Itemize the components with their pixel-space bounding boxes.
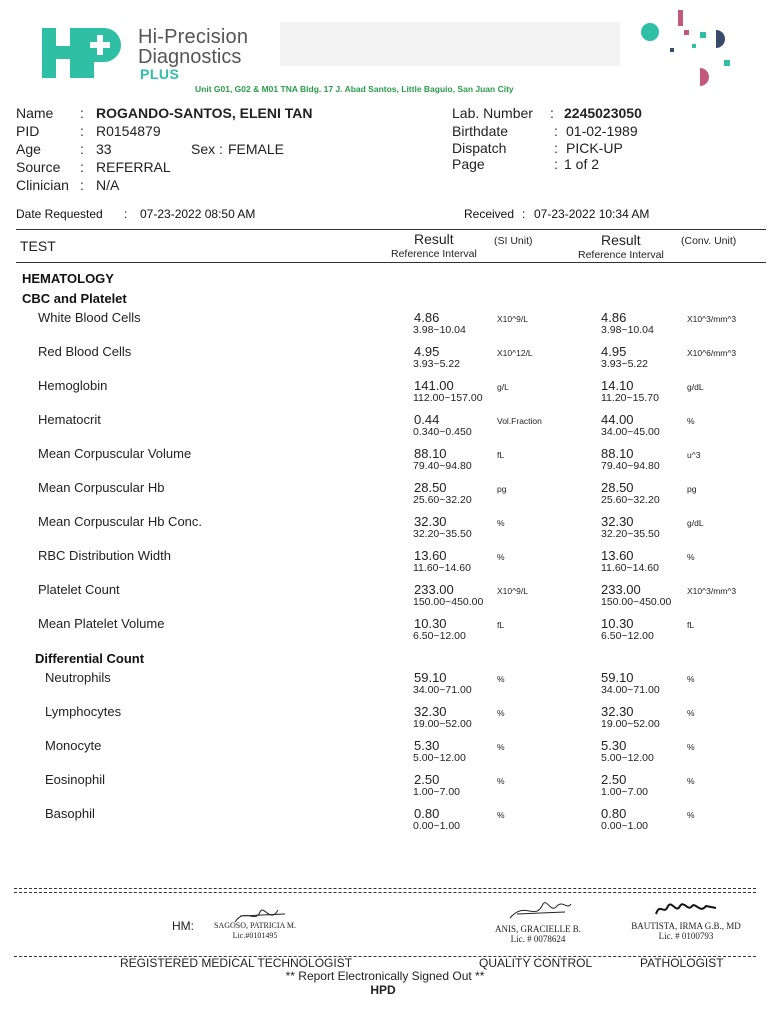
reference-si: 34.00~71.00 [413, 684, 472, 696]
lab-number-label: Lab. Number [452, 105, 533, 121]
result-conv: 44.00 [601, 412, 634, 427]
unit-si: pg [497, 484, 507, 494]
unit-si: % [497, 552, 505, 562]
lab-name-line1: Hi-Precision [138, 26, 249, 48]
medtech-license: Lic.#0101495 [232, 931, 278, 940]
reference-conv: 3.93~5.22 [601, 358, 649, 370]
colon: : [124, 207, 128, 221]
lab-plus-label: PLUS [140, 66, 180, 82]
unit-si: g/L [497, 382, 509, 392]
colon: : [522, 207, 526, 221]
reference-conv: 1.00~7.00 [601, 786, 649, 798]
footer-code: HPD [370, 983, 396, 997]
colon: : [550, 105, 554, 121]
birthdate: 01-02-1989 [566, 123, 638, 139]
result-si: 0.44 [414, 412, 440, 427]
test-name: Monocyte [45, 738, 102, 753]
name-label: Name [16, 105, 54, 121]
test-name: Platelet Count [38, 582, 120, 597]
pathologist-name: BAUTISTA, IRMA G.B., MD [631, 921, 741, 931]
result-si: 2.50 [414, 772, 440, 787]
qc-license: Lic. # 0078624 [510, 934, 566, 944]
patient-source: REFERRAL [96, 159, 171, 175]
result-conv: 59.10 [601, 670, 634, 685]
unit-conv: X10^3/mm^3 [687, 314, 737, 324]
unit-si: % [497, 708, 505, 718]
test-name: White Blood Cells [38, 310, 141, 325]
unit-si: % [497, 776, 505, 786]
reference-si: 5.00~12.00 [413, 752, 466, 764]
received-label: Received [464, 207, 515, 221]
unit-conv: % [687, 552, 695, 562]
unit-conv: % [687, 810, 695, 820]
reference-conv: 6.50~12.00 [601, 630, 654, 642]
reference-si-header: Reference Interval [391, 248, 477, 260]
clinician-label: Clinician [16, 177, 69, 193]
unit-si: fL [497, 620, 505, 630]
patient-age: 33 [96, 141, 112, 157]
result-si: 59.10 [414, 670, 447, 685]
dispatch-label: Dispatch [452, 140, 507, 156]
result-conv: 13.60 [601, 548, 634, 563]
reference-si: 1.00~7.00 [413, 786, 461, 798]
reference-conv: 34.00~71.00 [601, 684, 660, 696]
result-si: 233.00 [414, 582, 454, 597]
colon: : [80, 105, 84, 121]
colon: : [80, 141, 84, 157]
watermark-graphic [280, 14, 640, 74]
patient-name: ROGANDO-SANTOS, ELENI TAN [96, 105, 313, 121]
unit-si: % [497, 810, 505, 820]
pathologist-license: Lic. # 0100793 [658, 931, 714, 941]
unit-conv: g/dL [687, 382, 704, 392]
colon: : [80, 177, 84, 193]
reference-conv: 19.00~52.00 [601, 718, 660, 730]
result-si: 10.30 [414, 616, 447, 631]
unit-si: X10^12/L [497, 348, 533, 358]
result-conv: 32.30 [601, 704, 634, 719]
reference-si: 3.98~10.04 [413, 324, 466, 336]
result-si: 88.10 [414, 446, 447, 461]
result-conv: 5.30 [601, 738, 627, 753]
lab-name-line2: Diagnostics [138, 46, 242, 68]
reference-conv: 11.20~15.70 [601, 392, 659, 404]
reference-si: 0.00~1.00 [413, 820, 461, 832]
result-si: 28.50 [414, 480, 447, 495]
patient-clinician: N/A [96, 177, 120, 193]
reference-si: 79.40~94.80 [413, 460, 472, 472]
result-si: 32.30 [414, 704, 447, 719]
reference-conv: 5.00~12.00 [601, 752, 654, 764]
result-si: 5.30 [414, 738, 440, 753]
reference-conv: 3.98~10.04 [601, 324, 654, 336]
date-requested: 07-23-2022 08:50 AM [140, 207, 256, 221]
test-name: Lymphocytes [45, 704, 122, 719]
colon: : [554, 123, 558, 139]
result-si: 13.60 [414, 548, 447, 563]
reference-si: 6.50~12.00 [413, 630, 466, 642]
test-column-header: TEST [20, 238, 56, 254]
table-header-rule [16, 262, 766, 263]
unit-conv: % [687, 674, 695, 684]
received: 07-23-2022 10:34 AM [534, 207, 650, 221]
reference-si: 150.00~450.00 [413, 596, 484, 608]
pathologist-title: PATHOLOGIST [640, 956, 724, 970]
result-si: 4.95 [414, 344, 440, 359]
colon: : [80, 159, 84, 175]
reference-conv: 0.00~1.00 [601, 820, 649, 832]
unit-conv: pg [687, 484, 697, 494]
si-unit-header: (SI Unit) [494, 235, 533, 247]
sex-label: Sex : [191, 141, 223, 157]
reference-si: 25.60~32.20 [413, 494, 472, 506]
unit-si: % [497, 742, 505, 752]
reference-conv-header: Reference Interval [578, 249, 664, 261]
colon: : [554, 140, 558, 156]
page-label: Page [452, 156, 485, 172]
decorative-dots-icon [630, 8, 740, 88]
result-conv: 2.50 [601, 772, 627, 787]
unit-si: fL [497, 450, 505, 460]
reference-si: 32.20~35.50 [413, 528, 472, 540]
unit-conv: g/dL [687, 518, 704, 528]
qc-name: ANIS, GRACIELLE B. [495, 924, 581, 934]
reference-conv: 150.00~450.00 [601, 596, 672, 608]
pathologist-signature-icon [652, 900, 722, 920]
qc-signature-icon [505, 896, 575, 924]
result-conv: 14.10 [601, 378, 634, 393]
reference-si: 3.93~5.22 [413, 358, 461, 370]
unit-conv: X10^3/mm^3 [687, 586, 737, 596]
result-si: 0.80 [414, 806, 440, 821]
dispatch: PICK-UP [566, 140, 623, 156]
unit-si: Vol.Fraction [497, 416, 542, 426]
reference-conv: 25.60~32.20 [601, 494, 660, 506]
reference-si: 112.00~157.00 [413, 392, 483, 404]
section-differential: Differential Count [35, 651, 145, 666]
hp-logo-icon [42, 26, 122, 80]
hm-label: HM: [172, 919, 194, 933]
test-name: Red Blood Cells [38, 344, 132, 359]
result-conv: 28.50 [601, 480, 634, 495]
result-conv-header: Result [601, 232, 641, 248]
result-conv: 233.00 [601, 582, 641, 597]
reference-si: 11.60~14.60 [413, 562, 471, 574]
test-name: Mean Corpuscular Hb [38, 480, 165, 495]
signature-top-rule [14, 888, 756, 893]
reference-conv: 32.20~35.50 [601, 528, 660, 540]
colon: : [80, 123, 84, 139]
medtech-title: REGISTERED MEDICAL TECHNOLOGIST [120, 956, 353, 970]
result-si: 4.86 [414, 310, 440, 325]
lab-number: 2245023050 [564, 105, 642, 121]
result-conv: 4.95 [601, 344, 627, 359]
pid-label: PID [16, 123, 40, 139]
result-conv: 0.80 [601, 806, 627, 821]
reference-si: 0.340~0.450 [413, 426, 472, 438]
unit-conv: % [687, 776, 695, 786]
date-requested-label: Date Requested [16, 207, 103, 221]
unit-conv: X10^6/mm^3 [687, 348, 737, 358]
test-name: Mean Platelet Volume [38, 616, 165, 631]
page-number: 1 of 2 [564, 156, 600, 172]
result-si-header: Result [414, 231, 454, 247]
result-conv: 88.10 [601, 446, 634, 461]
unit-conv: u^3 [687, 450, 701, 460]
unit-si: X10^9/L [497, 314, 528, 324]
patient-pid: R0154879 [96, 123, 161, 139]
reference-conv: 11.60~14.60 [601, 562, 659, 574]
result-conv: 32.30 [601, 514, 634, 529]
table-top-rule [16, 229, 766, 230]
result-conv: 10.30 [601, 616, 634, 631]
reference-conv: 34.00~45.00 [601, 426, 660, 438]
unit-conv: % [687, 416, 695, 426]
colon: : [554, 156, 558, 172]
section-cbc: CBC and Platelet [22, 291, 127, 306]
unit-si: % [497, 674, 505, 684]
unit-conv: % [687, 742, 695, 752]
test-name: Mean Corpuscular Volume [38, 446, 192, 461]
signed-out-note: ** Report Electronically Signed Out ** [285, 969, 485, 983]
section-hematology: HEMATOLOGY [22, 271, 114, 286]
test-name: RBC Distribution Width [38, 548, 171, 563]
test-name: Mean Corpuscular Hb Conc. [38, 514, 203, 529]
test-name: Hematocrit [38, 412, 101, 427]
unit-conv: % [687, 708, 695, 718]
reference-conv: 79.40~94.80 [601, 460, 660, 472]
age-label: Age [16, 141, 41, 157]
reference-si: 19.00~52.00 [413, 718, 472, 730]
result-si: 32.30 [414, 514, 447, 529]
unit-si: % [497, 518, 505, 528]
qc-title: QUALITY CONTROL [479, 956, 593, 970]
birthdate-label: Birthdate [452, 123, 509, 139]
unit-si: X10^9/L [497, 586, 528, 596]
test-name: Hemoglobin [38, 378, 108, 393]
test-name: Basophil [45, 806, 95, 821]
conv-unit-header: (Conv. Unit) [681, 235, 737, 247]
source-label: Source [16, 159, 61, 175]
medtech-name: SAGOSO, PATRICIA M. [214, 921, 296, 930]
test-name: Eosinophil [45, 772, 105, 787]
result-si: 141.00 [414, 378, 454, 393]
test-name: Neutrophils [45, 670, 111, 685]
lab-address: Unit G01, G02 & M01 TNA Bldg. 17 J. Abad Santos, Little Baguio, San Juan City [195, 84, 514, 94]
patient-sex: FEMALE [228, 141, 285, 157]
unit-conv: fL [687, 620, 695, 630]
result-conv: 4.86 [601, 310, 627, 325]
